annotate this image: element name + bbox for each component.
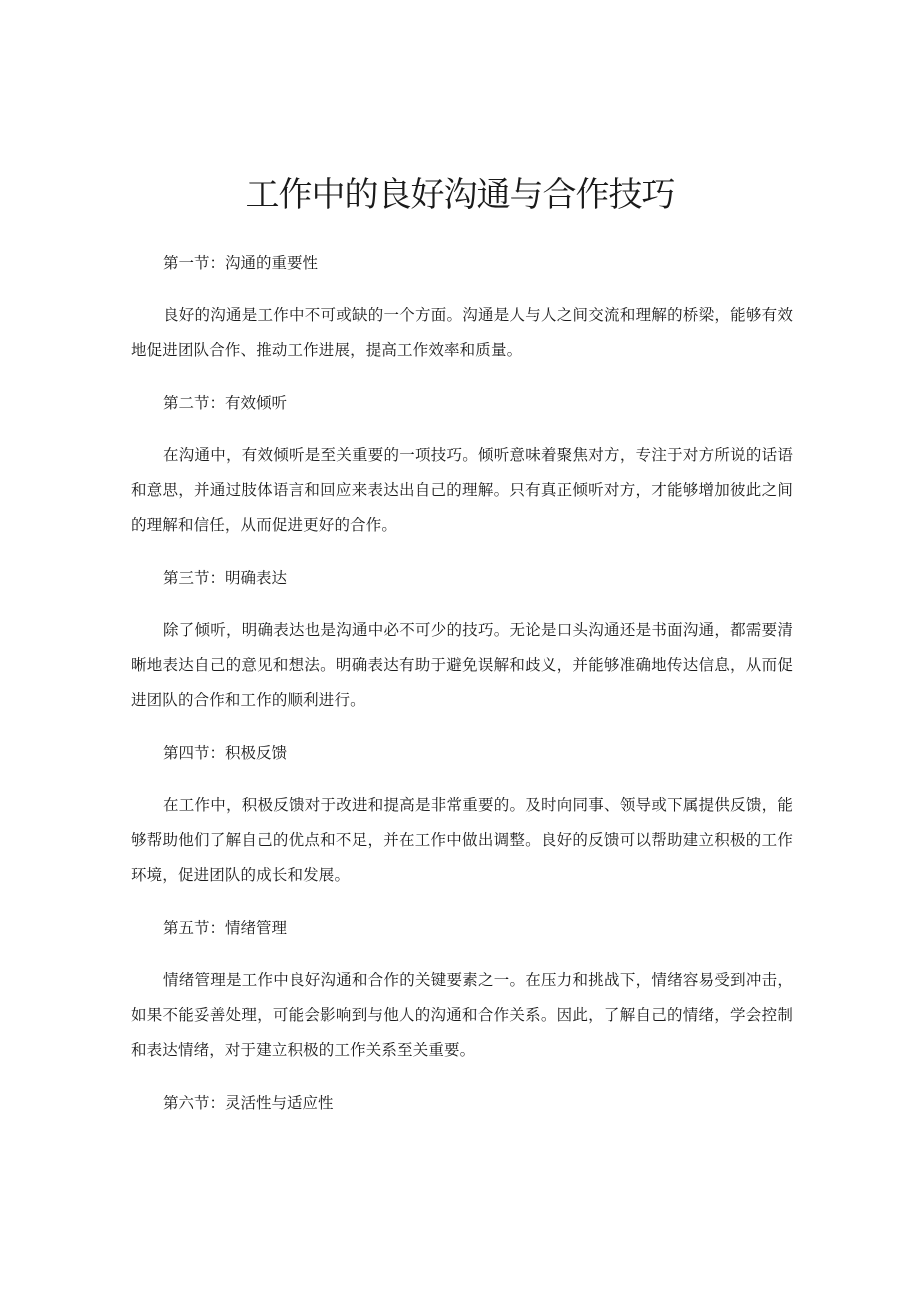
section-heading: 第三节：明确表达 xyxy=(163,569,288,587)
section-heading: 第一节：沟通的重要性 xyxy=(163,254,319,272)
section-paragraph: 情绪管理是工作中良好沟通和合作的关键要素之一。在压力和挑战下，情绪容易受到冲击，如果不能妥善处理，可能会影响到与他人的沟通和合作关系。因此，了解自己的情绪，学会控制和表达情绪，对于建立积极的工作关系至关重要。 xyxy=(131,971,793,1059)
section-3 xyxy=(131,563,793,738)
section-4 xyxy=(131,738,793,913)
section-heading: 第五节：情绪管理 xyxy=(163,919,288,937)
document-title: 工作中的良好沟通与合作技巧 xyxy=(245,175,675,215)
section-6 xyxy=(131,1088,793,1118)
section-heading: 第六节：灵活性与适应性 xyxy=(163,1094,334,1112)
section-paragraph: 除了倾听，明确表达也是沟通中必不可少的技巧。无论是口头沟通还是书面沟通，都需要清晰地表达自己的意见和想法。明确表达有助于避免误解和歧义，并能够准确地传达信息，从而促进团队的合作和工作的顺利进行。 xyxy=(131,621,793,709)
section-5 xyxy=(131,913,793,1088)
section-paragraph: 在工作中，积极反馈对于改进和提高是非常重要的。及时向同事、领导或下属提供反馈，能够帮助他们了解自己的优点和不足，并在工作中做出调整。良好的反馈可以帮助建立积极的工作环境，促进团队的成长和发展。 xyxy=(131,796,793,884)
section-paragraph: 良好的沟通是工作中不可或缺的一个方面。沟通是人与人之间交流和理解的桥梁，能够有效地促进团队合作、推动工作进展，提高工作效率和质量。 xyxy=(131,306,793,359)
section-1 xyxy=(131,248,793,388)
section-heading: 第四节：积极反馈 xyxy=(163,744,288,762)
section-paragraph: 在沟通中，有效倾听是至关重要的一项技巧。倾听意味着聚焦对方，专注于对方所说的话语和意思，并通过肢体语言和回应来表达出自己的理解。只有真正倾听对方，才能够增加彼此之间的理解和信任，从而促进更好的合作。 xyxy=(131,446,793,534)
section-2 xyxy=(131,388,793,563)
section-heading: 第二节：有效倾听 xyxy=(163,394,288,412)
document-body xyxy=(131,248,793,1118)
